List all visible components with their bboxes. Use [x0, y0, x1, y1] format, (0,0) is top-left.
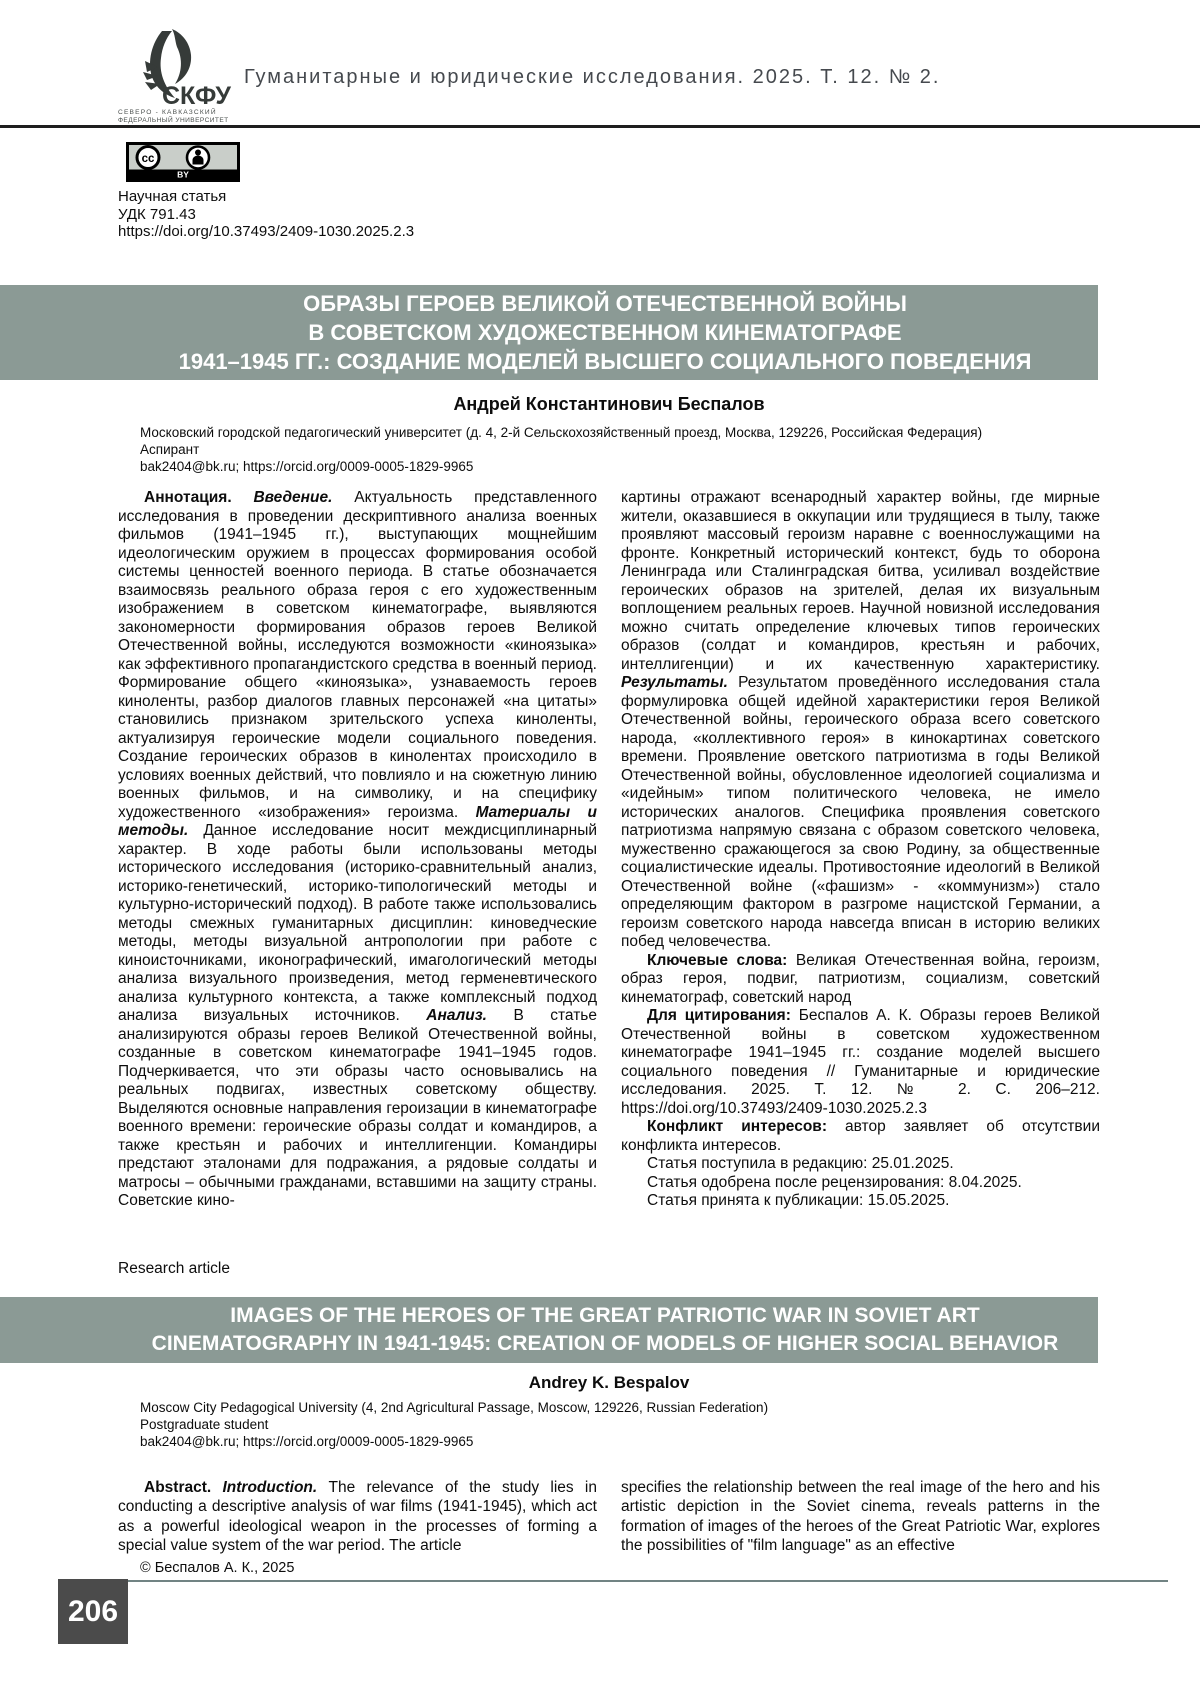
date-accepted: Статья принята к публикации: 15.05.2025.: [647, 1192, 950, 1209]
logo-acronym: СКФУ: [162, 82, 231, 110]
position-en: Postgraduate student: [140, 1417, 269, 1432]
page-number: 206: [58, 1579, 128, 1644]
abstract-ru-left-column: [118, 489, 597, 1211]
title-en-line2: CINEMATOGRAPHY IN 1941-1945: CREATION OF MODELS OF HIGHER SOCIAL BEHAVIOR: [151, 1332, 1059, 1355]
title-banner-ru: [0, 285, 1098, 380]
author-affiliation-en: [140, 1399, 1070, 1450]
logo-org-line2: ФЕДЕРАЛЬНЫЙ УНИВЕРСИТЕТ: [118, 117, 229, 124]
university-eagle-icon: [116, 28, 236, 124]
title-ru-line3: 1941–1945 ГГ.: СОЗДАНИЕ МОДЕЛЕЙ ВЫСШЕГО СОЦИАЛЬНОГО ПОВЕДЕНИЯ: [178, 349, 1032, 374]
title-banner-en: [0, 1297, 1098, 1363]
title-ru-line1: ОБРАЗЫ ГЕРОЕВ ВЕЛИКОЙ ОТЕЧЕСТВЕННОЙ ВОЙНЫ: [303, 291, 907, 316]
abstract-ru-paragraph: Аннотация. Введение. Актуальность представленного исследования в проведении дескриптивного анализа военных фильмов (1941–1945 гг.), выступающих мощнейшим идеологическим оружием в процессах формирования особой системы ценностей военного периода. В статье обозначается взаимосвязь реального образа героя с его художественным изображением в советском кинематографе, выявляются закономерности формирования образов героев Великой Отечественной войны, исследуются возможности «киноязыка» как эффективного пропагандистского средства в военный период. Формирование общего «киноязыка», узнаваемость героев киноленты, разбор диалогов главных персонажей «на цитаты» становились признаком зрительского успеха киноленты, актуализируя героические модели социального поведения. Создание героических образов в кинолентах происходило в условиях военных действий, что повлияло и на сюжетную линию военных фильмов, и на символику, и на специфику художественного «изображения» героизма. Материалы и методы. Данное исследование носит междисциплинарный характер. В ходе работы были использованы методы исторического исследования (историко-сравнительный анализ, историко-генетический, историко-типологический методы и культурно-исторический подход). В работе также использовались методы смежных гуманитарных дисциплин: киноведческие методы, методы визуальной антропологии при работе с киноисточниками, иконографический, имагологический методы анализа визуального произведения, метод герменевтического анализа культурного контекста, а также комплексный подход анализа визуальных источников. Анализ. В статье анализируются образы героев Великой Отечественной войны, созданные в советском кинематографе 1941–1945 годов. Подчеркивается, что эти образы часто основывались на реальных подвигах, известных советскому обществу. Выделяются основные направления героизации в кинематографе военного времени: героические образы солдат и командиров, а также крестьян и рабочих и интеллигенции. Командиры предстают эталонами для подражания, а рядовые солдаты и матросы – обычными гражданами, вставшими на защиту страны. Советские кино-: [118, 489, 597, 1209]
journal-title: Гуманитарные и юридические исследования. 2025. Т. 12. № 2.: [244, 66, 941, 88]
udc-code: УДК 791.43: [118, 205, 196, 223]
article-type: Научная статья: [118, 188, 227, 205]
cc-letters: cc: [141, 153, 155, 165]
title-en-line1: IMAGES OF THE HEROES OF THE GREAT PATRIOTIC WAR IN SOVIET ART: [230, 1304, 980, 1327]
header-divider: [0, 125, 1200, 128]
abstract-en-right-column: [621, 1478, 1100, 1555]
abstract-en: [118, 1478, 1100, 1555]
contact-ru: bak2404@bk.ru; https://orcid.org/0009-0005-1829-9965: [140, 459, 474, 474]
research-article-label: Research article: [118, 1260, 230, 1277]
affiliation-ru: Московский городской педагогический университет (д. 4, 2-й Сельскохозяйственный проезд, Москва, 129226, Российская Федерация): [140, 425, 983, 440]
logo-org-line1: СЕВЕРО - КАВКАЗСКИЙ: [118, 109, 217, 116]
position-ru: Аспирант: [140, 442, 200, 457]
abstract-ru: [118, 489, 1100, 1211]
citation-ru: Для цитирования: Беспалов А. К. Образы героев Великой Отечественной войны в советском художественном кинематографе 1941–1945 гг.: создание моделей высшего социального поведения // Гуманитарные и юридические исследования. 2025. Т. 12. № 2. С. 206–212. https://doi.org/10.37493/2409-1030.2025.2.3: [621, 1007, 1100, 1117]
title-ru-line2: В СОВЕТСКОМ ХУДОЖЕСТВЕННОМ КИНЕМАТОГРАФЕ: [308, 320, 902, 345]
author-name-en: Andrey K. Bespalov: [528, 1373, 690, 1392]
doi-link: https://doi.org/10.37493/2409-1030.2025.2.3: [118, 223, 415, 240]
article-meta: [118, 188, 414, 241]
footer-divider: [128, 1580, 1168, 1582]
affiliation-en: Moscow City Pedagogical University (4, 2nd Agricultural Passage, Moscow, 129226, Russian Federation): [140, 1400, 769, 1415]
abstract-en-continuation: specifies the relationship between the real image of the hero and his artistic depiction in the Soviet cinema, reveals patterns in the formation of images of the heroes of the Great Patriotic War, explores the possibilities of "film language" as an effective: [621, 1479, 1100, 1554]
contact-en: bak2404@bk.ru; https://orcid.org/0009-0005-1829-9965: [140, 1434, 474, 1449]
attribution-person-icon: [187, 147, 209, 169]
author-name-ru: Андрей Константинович Беспалов: [453, 394, 765, 414]
date-approved: Статья одобрена после рецензирования: 8.04.2025.: [647, 1173, 1022, 1191]
cc-by-license-badge: [126, 142, 240, 187]
university-logo: [116, 28, 236, 129]
keywords-ru: Ключевые слова: Великая Отечественная война, героизм, образ героя, подвиг, патриотизм, социализм, советский кинематограф, советский народ: [621, 951, 1100, 1006]
date-received: Статья поступила в редакцию: 25.01.2025.: [647, 1155, 954, 1172]
abstract-en-paragraph: Abstract. Introduction. The relevance of the study lies in conducting a descriptive analysis of war films (1941-1945), which act as a powerful ideological weapon in the processes of forming a special value system of the war period. The article: [118, 1479, 597, 1554]
abstract-ru-continuation: картины отражают всенародный характер войны, где мирные жители, оказавшиеся в оккупации или трудящиеся в тылу, также проявляют массовый героизм наравне с военнослужащими на фронте. Конкретный исторический контекст, будь то оборона Ленинграда или Сталинградская битва, усиливал воздействие героических образов на зрителей, делая их визуальным воплощением реальных героев. Научной новизной исследования можно считать определение ключевых типов героических образов (солдат и командиров, крестьян и рабочих, интеллигенции) и их качественную характеристику. Результаты. Результатом проведённого исследования стала формулировка общей идейной характеристики героя Великой Отечественной войны, героического образа всего советского народа, «коллективного героя» в кинокартинах советского времени. Проявление оветского патриотизма в годы Великой Отечественной войны, обусловленное идеологией социализма и «идейным» типом политического человека, не имело исторических аналогов. Специфика проявления советского патриотизма напрямую связана с образом советского человека, мужественно сражающегося за свою Родину, за общественные социалистические идеалы. Противостояние идеологий в Великой Отечественной войне («фашизм» - «коммунизм») стало определяющим фактором в разгроме нацистской Германии, а героизм советского народа навсегда вписан в историю великих побед человечества.: [621, 489, 1101, 950]
cc-by-label: BY: [177, 169, 189, 180]
author-affiliation-ru: [140, 424, 1070, 475]
abstract-en-left-column: [118, 1478, 597, 1555]
conflict-of-interest: Конфликт интересов: автор заявляет об отсутствии конфликта интересов.: [621, 1118, 1100, 1154]
abstract-ru-right-column: [621, 489, 1100, 1211]
copyright-notice: © Беспалов А. К., 2025: [140, 1560, 295, 1576]
